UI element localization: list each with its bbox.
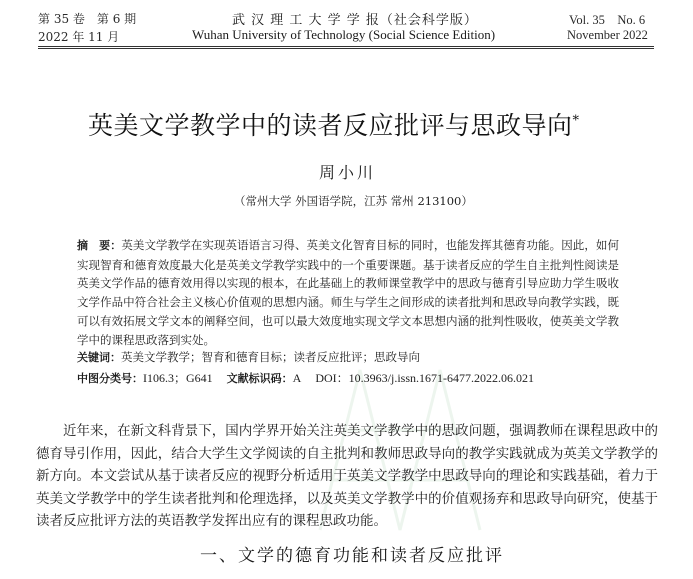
abstract-text: 英美文学教学在实现英语语言习得、英美文化智育目标的同时，也能发挥其德育功能。因此，如何实现智育和德育效度最大化是英美文学教学实践中的一个重要课题。基于读者反应的学生自主批判性阅读是英美文学作品的德育效用得以实现的根本，在此基础上的教师课堂教学中的思政与德育引导应助力学生吸收文学作品中符合社会主义核心价值观的思想内涵。师生与学生之间形成的读者批判和思政导向教学实践，既可以有效拓展文学文本的阐释空间，也可以最大效度地实现文学文本思想内涵的批判性吸收，使英美文学教学中的课程思政落到实处。 <box>77 238 620 347</box>
clc-value: I106.3；G641 <box>143 371 213 385</box>
header-journal-en: Wuhan University of Technology (Social Science Edition) <box>192 27 496 42</box>
clc-label: 中图分类号： <box>77 372 143 385</box>
header-date-cn: 2022 年 11 月 <box>38 30 120 44</box>
title-footnote-mark: * <box>572 113 580 129</box>
doc-code-label: 文献标识码： <box>226 372 293 385</box>
doi-value: DOI：10.3963/j.issn.1671-6477.2022.06.021 <box>315 371 535 385</box>
doc-code-value: A <box>292 371 302 385</box>
header-rule-top <box>38 46 654 47</box>
section-heading: 一、文学的德育功能和读者反应批评 <box>200 546 504 566</box>
classification-line <box>77 369 534 386</box>
body-paragraph: 近年来，在新文科背景下，国内学界开始关注英美文学教学中的思政问题，强调教师在课程思政中的德育导引作用，因此，结合大学生文学阅读的自主批判和教师思政导向的教学实践就成为英美文学教学的新方向。本文尝试从基于读者反应的视野分析适用于英美文学教学中思政导向的理论和实践基础，着力于英美文学教学中的学生读者批判和伦理选择，以及英美文学教学中的价值观扬弃和思政导向研究，使基于读者反应批评方法的英语教学发挥出应有的课程思政功能。 <box>36 423 658 529</box>
header-volume-en: Vol. 35 No. 6 <box>569 13 646 27</box>
keywords-text: 英美文学教学；智育和德育目标；读者反应批评；思政导向 <box>121 350 420 364</box>
article-author: 周小川 <box>319 163 377 182</box>
keywords-line <box>77 349 420 365</box>
article-affiliation: （常州大学 外国语学院，江苏 常州 213100） <box>234 194 473 208</box>
header-date-en: November 2022 <box>567 28 648 42</box>
header-journal-cn: 武 汉 理 工 大 学 学 报（社会科学版） <box>232 13 478 28</box>
abstract-label: 摘 要： <box>77 239 122 252</box>
header-rule-bottom <box>38 48 654 49</box>
abstract <box>77 236 619 349</box>
article-title-text: 英美文学教学中的读者反应批评与思政导向 <box>88 111 573 140</box>
header-volume-cn: 第 35 卷 第 6 期 <box>38 12 137 26</box>
article-title <box>88 106 580 142</box>
keywords-label: 关键词： <box>77 351 121 364</box>
